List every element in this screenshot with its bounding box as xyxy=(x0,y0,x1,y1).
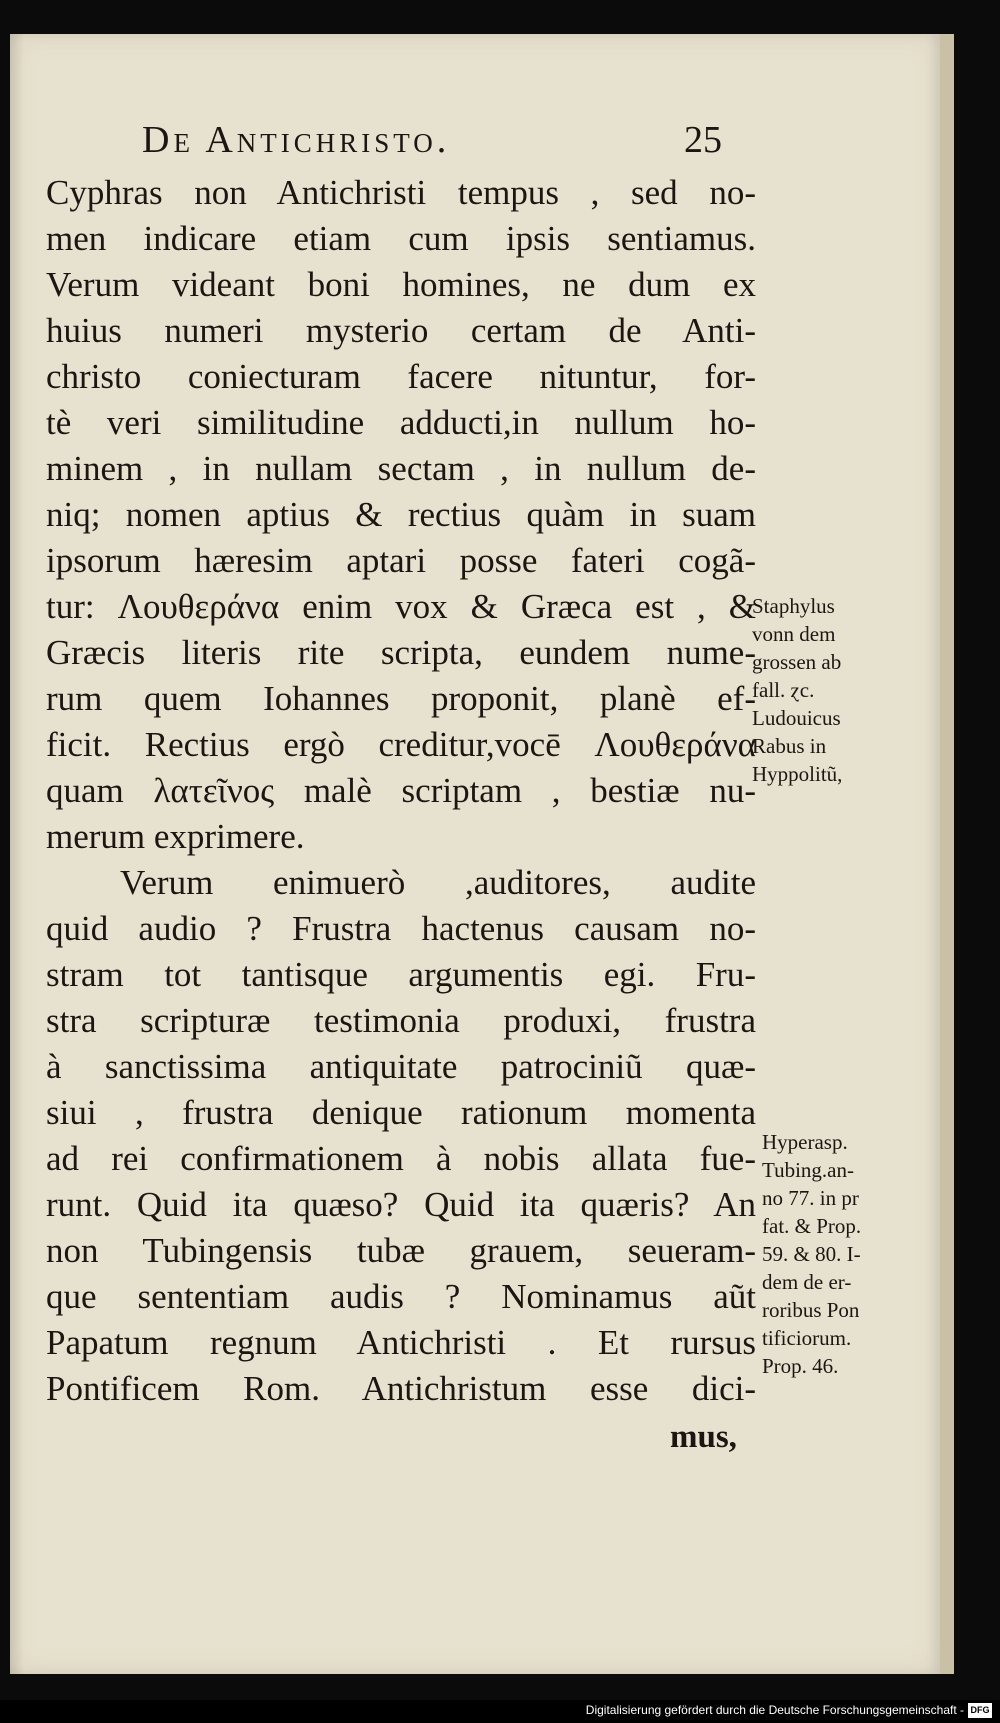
margin-note-line: fall. ɀc. xyxy=(752,678,815,702)
text-line: que sententiam audis ? Nominamus aũt xyxy=(46,1277,756,1316)
page-gutter-shadow xyxy=(10,34,24,1674)
book-page xyxy=(10,34,954,1674)
margin-note-line: 59. & 80. I- xyxy=(762,1242,861,1266)
text-line: ficit. Rectius ergò creditur,vocē Λουθεράνα xyxy=(46,725,756,764)
text-line: christo coniecturam facere nituntur, for- xyxy=(46,357,756,396)
text-line: niq; nomen aptius & rectius quàm in suam xyxy=(46,495,756,534)
text-line: huius numeri mysterio certam de Anti- xyxy=(46,311,756,350)
text-line: à sanctissima antiquitate patrociniũ quæ- xyxy=(46,1047,756,1086)
text-line: rum quem Iohannes proponit, planè ef- xyxy=(46,679,756,718)
margin-note-line: grossen ab xyxy=(752,650,842,674)
text-line: quam λατεῖνος malè scriptam , bestiæ nu- xyxy=(46,771,756,810)
margin-note-line: dem de er- xyxy=(762,1270,852,1294)
text-line: siui , frustra denique rationum momenta xyxy=(46,1093,756,1132)
paragraph-start-line: Verum enimuerò ,auditores, audite xyxy=(120,863,756,902)
margin-note-line: Rabus in xyxy=(752,734,827,758)
margin-note-line: Prop. 46. xyxy=(762,1354,839,1378)
main-text-block xyxy=(46,170,756,1412)
text-line: stra scripturæ testimonia produxi, frustra xyxy=(46,1001,756,1040)
text-line: stram tot tantisque argumentis egi. Fru- xyxy=(46,955,756,994)
funding-credit: Digitalisierung gefördert durch die Deutsche Forschungsgemeinschaft - xyxy=(585,1703,964,1717)
digitization-footer xyxy=(0,1700,1000,1723)
margin-note-line: fat. & Prop. xyxy=(762,1214,862,1238)
text-line: tè veri similitudine adducti,in nullum ho- xyxy=(46,403,756,442)
text-line: men indicare etiam cum ipsis sentiamus. xyxy=(46,219,756,258)
text-line: Verum videant boni homines, ne dum ex xyxy=(46,265,756,304)
margin-note-line: roribus Pon xyxy=(762,1298,860,1322)
text-line: minem , in nullam sectam , in nullum de- xyxy=(46,449,756,488)
text-line: Græcis literis rite scripta, eundem nume- xyxy=(46,633,756,672)
text-line: ipsorum hæresim aptari posse fateri cogã- xyxy=(46,541,756,580)
margin-note-hyperasp xyxy=(762,1128,861,1380)
margin-note-line: no 77. in pr xyxy=(762,1186,859,1210)
margin-note-line: tificiorum. xyxy=(762,1326,852,1350)
text-line: Cyphras non Antichristi tempus , sed no- xyxy=(46,173,756,212)
running-title: De Antichristo. xyxy=(142,119,451,161)
margin-note-line: Hyperasp. xyxy=(762,1130,848,1154)
margin-note-line: Ludouicus xyxy=(752,706,841,730)
text-line: tur: Λουθεράνα enim vox & Græca est , & xyxy=(46,587,756,626)
text-line: non Tubingensis tubæ grauem, seueram- xyxy=(46,1231,756,1270)
dfg-logo-icon: DFG xyxy=(968,1703,992,1718)
page-number: 25 xyxy=(684,119,722,161)
text-line: runt. Quid ita quæso? Quid ita quæris? An xyxy=(46,1185,756,1224)
margin-note-line: Tubing.an- xyxy=(762,1158,854,1182)
text-line: merum exprimere. xyxy=(46,817,305,856)
catchword: mus, xyxy=(670,1419,737,1455)
text-line: Papatum regnum Antichristi . Et rursus xyxy=(46,1323,756,1362)
margin-note-staphylus xyxy=(752,592,842,788)
margin-note-line: Staphylus xyxy=(752,594,835,618)
text-line: quid audio ? Frustra hactenus causam no- xyxy=(46,909,756,948)
text-line: ad rei confirmationem à nobis allata fue- xyxy=(46,1139,756,1178)
margin-note-line: Hyppolitũ, xyxy=(752,762,843,786)
margin-note-line: vonn dem xyxy=(752,622,836,646)
text-line: Pontificem Rom. Antichristum esse dici- xyxy=(46,1369,756,1408)
